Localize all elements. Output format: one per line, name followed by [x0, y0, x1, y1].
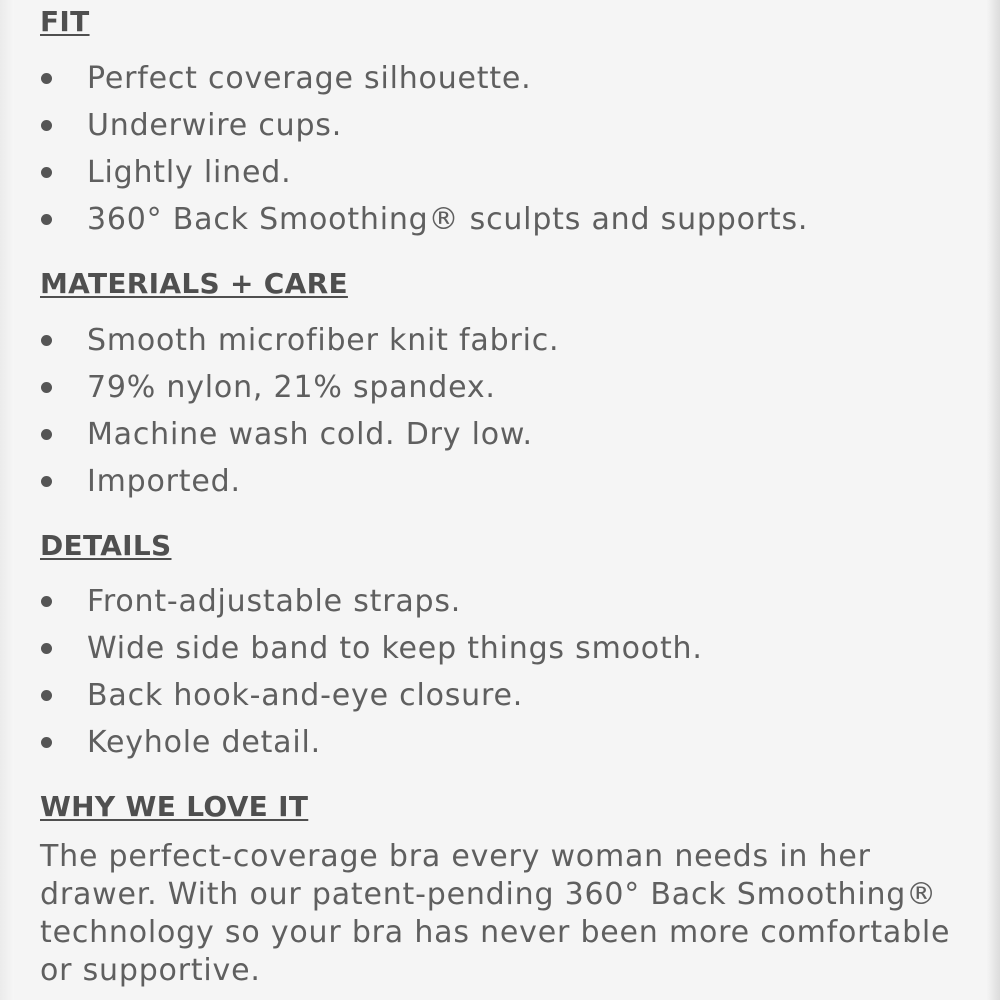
- bullet-icon: [41, 214, 52, 225]
- details-heading: DETAILS: [40, 529, 172, 562]
- bullet-icon: [41, 643, 52, 654]
- bullet-icon: [41, 335, 52, 346]
- right-edge-shadow: [986, 0, 1000, 1000]
- left-edge-shadow: [0, 0, 14, 1000]
- bullet-icon: [41, 476, 52, 487]
- fit-heading: FIT: [40, 5, 90, 38]
- bullet-icon: [41, 73, 52, 84]
- bullet-icon: [41, 429, 52, 440]
- bullet-icon: [41, 690, 52, 701]
- materials-care-heading: MATERIALS + CARE: [40, 267, 348, 300]
- bullet-icon: [41, 596, 52, 607]
- bullet-icon: [41, 382, 52, 393]
- why-we-love-it-heading: WHY WE LOVE IT: [40, 790, 309, 823]
- why-we-love-it-paragraph: The perfect-coverage bra every woman needs in her drawer. With our patent-pending 360° Back Smoothing® technology so your bra has never been more comfortable or supportive.: [40, 839, 951, 988]
- bullet-icon: [41, 737, 52, 748]
- bullet-icon: [41, 120, 52, 131]
- bullet-icon: [41, 167, 52, 178]
